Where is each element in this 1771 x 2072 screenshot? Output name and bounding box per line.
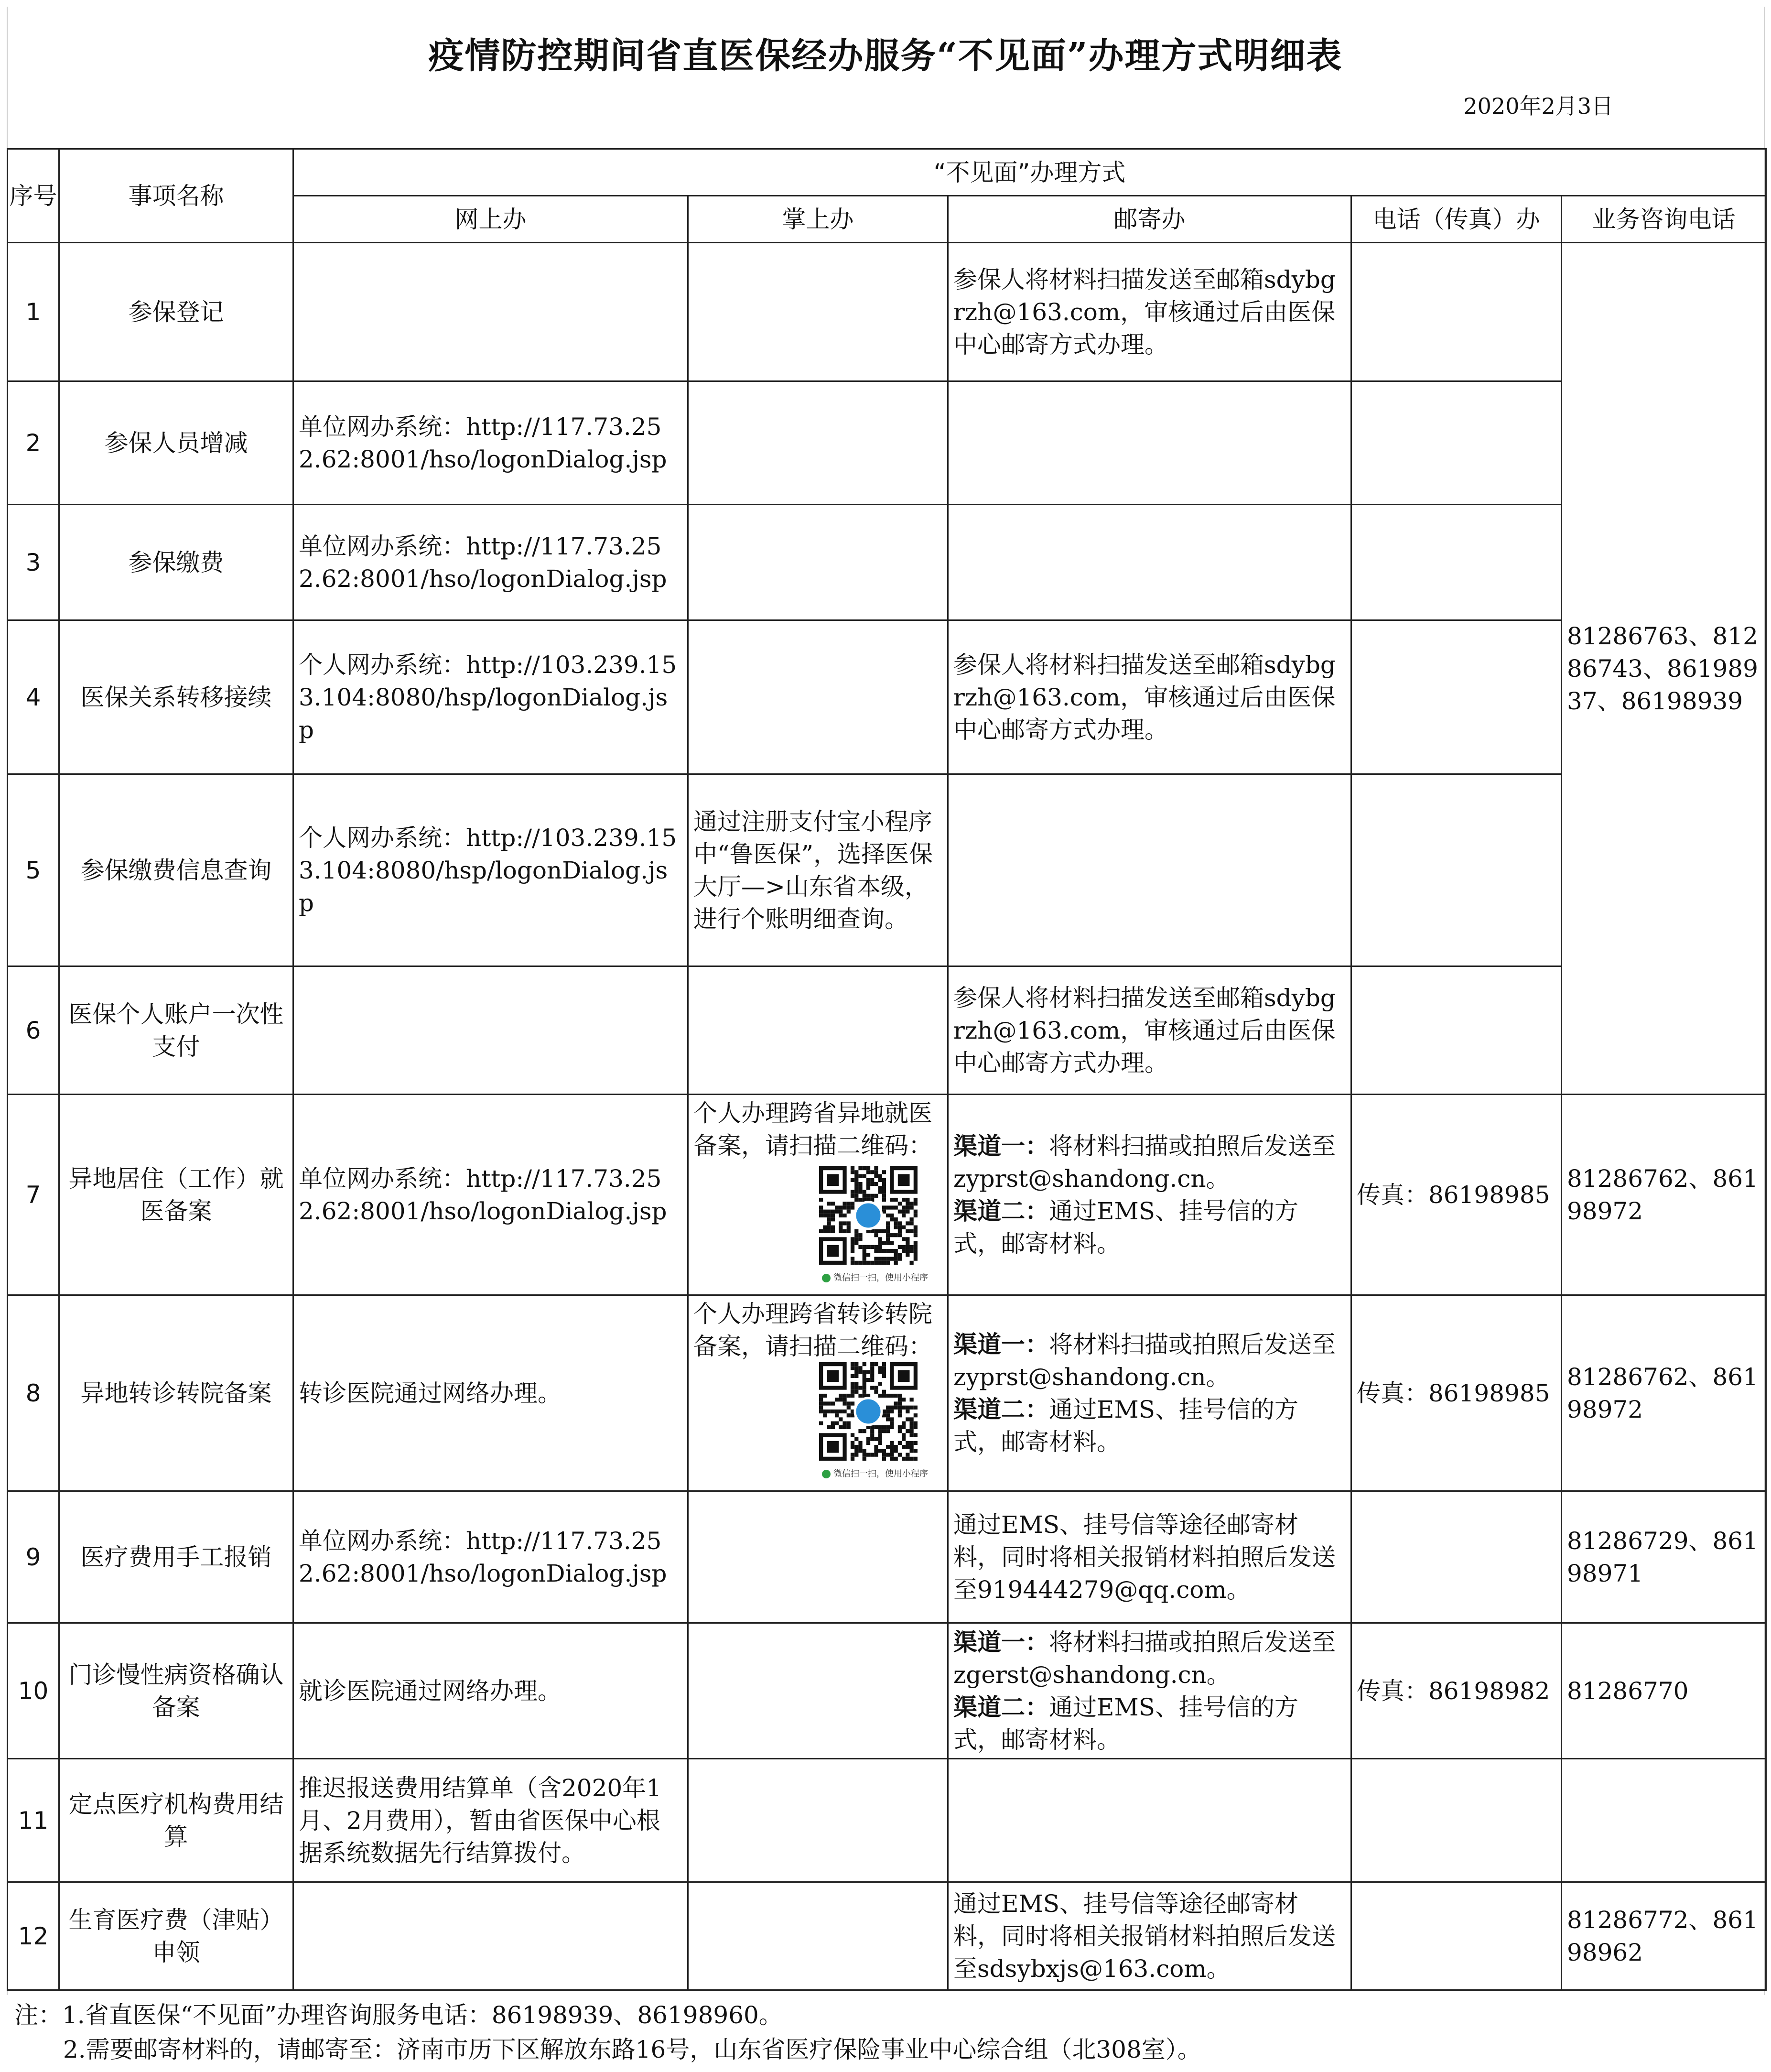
fax-cell: 传真：86198982 [1351, 1623, 1562, 1759]
channel-one-label: 渠道一： [953, 1131, 1049, 1160]
channel-one-label: 渠道一： [953, 1330, 1049, 1358]
consult-cell [1562, 1759, 1766, 1882]
row-number: 10 [8, 1623, 59, 1759]
note-1: 注：1.省直医保“不见面”办理咨询服务电话：86198939、86198960。 [14, 2001, 783, 2029]
channel-two-label: 渠道二： [953, 1692, 1049, 1721]
page-title: 疫情防控期间省直医保经办服务“不见面”办理方式明细表 [428, 35, 1343, 76]
channel-one-label: 渠道一： [953, 1627, 1049, 1656]
header-mobile: 掌上办 [688, 196, 948, 243]
service-table [7, 148, 1767, 1991]
fax-cell [1351, 1491, 1562, 1623]
fax-cell [1351, 1882, 1562, 1990]
consult-cell-merged: 81286763、81286743、86198937、86198939 [1562, 243, 1766, 1095]
mobile-cell [688, 1882, 948, 1990]
item-name: 门诊慢性病资格确认备案 [59, 1623, 293, 1759]
fax-cell [1351, 620, 1562, 774]
row-number: 1 [8, 243, 59, 381]
row-number: 8 [8, 1295, 59, 1491]
header-row-1 [8, 149, 1766, 196]
channel-two-label: 渠道二： [953, 1196, 1049, 1225]
channel-one-text: 将材料扫描或拍照后发送至zgerst@shandong.cn。 [953, 1628, 1336, 1689]
mobile-cell [688, 505, 948, 620]
item-name: 定点医疗机构费用结算 [59, 1759, 293, 1882]
qr-code-icon[interactable] [819, 1362, 918, 1461]
consult-cell: 81286729、86198971 [1562, 1491, 1766, 1623]
row-number: 2 [8, 381, 59, 505]
fax-cell [1351, 505, 1562, 620]
online-cell: 转诊医院通过网络办理。 [293, 1295, 688, 1491]
fax-cell [1351, 381, 1562, 505]
item-name: 参保人员增减 [59, 381, 293, 505]
fax-cell [1351, 966, 1562, 1095]
mail-cell: 通过EMS、挂号信等途径邮寄材料，同时将相关报销材料拍照后发送至sdsybxjs@163.com。 [948, 1882, 1351, 1990]
mail-cell: 参保人将材料扫描发送至邮箱sdybgrzh@163.com，审核通过后由医保中心邮寄方式办理。 [948, 620, 1351, 774]
mail-cell [948, 1295, 1351, 1491]
consult-cell: 81286770 [1562, 1623, 1766, 1759]
row-number: 9 [8, 1491, 59, 1623]
item-name: 参保登记 [59, 243, 293, 381]
table-row [8, 505, 1766, 620]
item-name: 生育医疗费（津贴）申领 [59, 1882, 293, 1990]
mobile-text: 个人办理跨省转诊转院备案，请扫描二维码： [693, 1300, 932, 1360]
table-row [8, 1295, 1766, 1491]
note-2: 2.需要邮寄材料的，请邮寄至：济南市历下区解放东路16号，山东省医疗保险事业中心综合组（北308室）。 [63, 2036, 1201, 2063]
table-row [8, 966, 1766, 1095]
header-group: “不见面”办理方式 [293, 149, 1766, 196]
item-name: 医疗费用手工报销 [59, 1491, 293, 1623]
row-number: 11 [8, 1759, 59, 1882]
online-cell [293, 243, 688, 381]
mail-cell [948, 505, 1351, 620]
online-cell: 单位网办系统：http://117.73.252.62:8001/hso/logonDialog.jsp [293, 1491, 688, 1623]
item-name: 医保关系转移接续 [59, 620, 293, 774]
qr-caption: 微信扫一扫，使用小程序 [822, 1272, 928, 1284]
channel-one-text: 将材料扫描或拍照后发送至zyprst@shandong.cn。 [953, 1132, 1336, 1193]
online-cell: 推迟报送费用结算单（含2020年1月、2月费用），暂由省医保中心根据系统数据先行结算拨付。 [293, 1759, 688, 1882]
item-name: 异地转诊转院备案 [59, 1295, 293, 1491]
online-cell [293, 966, 688, 1095]
table-row [8, 1882, 1766, 1990]
mail-cell [948, 1759, 1351, 1882]
row-number: 3 [8, 505, 59, 620]
row-number: 7 [8, 1095, 59, 1295]
online-cell [293, 1882, 688, 1990]
mobile-cell [688, 1491, 948, 1623]
mobile-cell [688, 1759, 948, 1882]
table-row [8, 1491, 1766, 1623]
online-cell: 单位网办系统：http://117.73.252.62:8001/hso/logonDialog.jsp [293, 1095, 688, 1295]
row-number: 12 [8, 1882, 59, 1990]
online-cell: 就诊医院通过网络办理。 [293, 1623, 688, 1759]
table-row [8, 1759, 1766, 1882]
item-name: 参保缴费信息查询 [59, 774, 293, 966]
mobile-cell [688, 1295, 948, 1491]
consult-cell: 81286762、86198972 [1562, 1295, 1766, 1491]
mail-cell: 参保人将材料扫描发送至邮箱sdybgrzh@163.com，审核通过后由医保中心邮寄方式办理。 [948, 243, 1351, 381]
consult-cell: 81286762、86198972 [1562, 1095, 1766, 1295]
header-seq: 序号 [8, 149, 59, 243]
item-name: 参保缴费 [59, 505, 293, 620]
header-item: 事项名称 [59, 149, 293, 243]
row-number: 5 [8, 774, 59, 966]
mobile-cell [688, 243, 948, 381]
header-phone-fax: 电话（传真）办 [1351, 196, 1562, 243]
row-number: 6 [8, 966, 59, 1095]
channel-two-text: 通过EMS、挂号信的方式，邮寄材料。 [953, 1197, 1298, 1258]
channel-two-label: 渠道二： [953, 1395, 1049, 1423]
mail-cell [948, 774, 1351, 966]
channel-one-text: 将材料扫描或拍照后发送至zyprst@shandong.cn。 [953, 1330, 1336, 1391]
qr-code-icon[interactable] [819, 1166, 918, 1265]
fax-cell [1351, 774, 1562, 966]
fax-cell [1351, 1759, 1562, 1882]
header-online: 网上办 [293, 196, 688, 243]
consult-cell: 81286772、86198962 [1562, 1882, 1766, 1990]
fax-cell [1351, 243, 1562, 381]
online-cell: 个人网办系统：http://103.239.153.104:8080/hsp/logonDialog.jsp [293, 774, 688, 966]
table-row [8, 1095, 1766, 1295]
channel-two-text: 通过EMS、挂号信的方式，邮寄材料。 [953, 1693, 1298, 1754]
mobile-text: 个人办理跨省异地就医备案，请扫描二维码： [693, 1099, 932, 1160]
mail-cell: 参保人将材料扫描发送至邮箱sdybgrzh@163.com，审核通过后由医保中心邮寄方式办理。 [948, 966, 1351, 1095]
mail-cell [948, 1095, 1351, 1295]
header-consult: 业务咨询电话 [1562, 196, 1766, 243]
table-row [8, 774, 1766, 966]
mail-cell [948, 1623, 1351, 1759]
table-row [8, 620, 1766, 774]
header-mail: 邮寄办 [948, 196, 1351, 243]
table-row [8, 381, 1766, 505]
mail-cell: 通过EMS、挂号信等途径邮寄材料，同时将相关报销材料拍照后发送至919444279@qq.com。 [948, 1491, 1351, 1623]
fax-cell: 传真：86198985 [1351, 1295, 1562, 1491]
qr-caption: 微信扫一扫，使用小程序 [822, 1468, 928, 1480]
mobile-cell [688, 966, 948, 1095]
document-date: 2020年2月3日 [1463, 93, 1613, 119]
channel-two-text: 通过EMS、挂号信的方式，邮寄材料。 [953, 1395, 1298, 1456]
fax-cell: 传真：86198985 [1351, 1095, 1562, 1295]
table-row [8, 243, 1766, 381]
item-name: 医保个人账户一次性支付 [59, 966, 293, 1095]
online-cell: 单位网办系统：http://117.73.252.62:8001/hso/logonDialog.jsp [293, 505, 688, 620]
mail-cell [948, 381, 1351, 505]
mobile-cell [688, 1623, 948, 1759]
mobile-cell [688, 620, 948, 774]
mobile-cell: 通过注册支付宝小程序中“鲁医保”，选择医保大厅—>山东省本级，进行个账明细查询。 [688, 774, 948, 966]
mobile-cell [688, 1095, 948, 1295]
mobile-cell [688, 381, 948, 505]
footnotes [14, 1998, 1201, 2067]
item-name: 异地居住（工作）就医备案 [59, 1095, 293, 1295]
row-number: 4 [8, 620, 59, 774]
online-cell: 单位网办系统：http://117.73.252.62:8001/hso/logonDialog.jsp [293, 381, 688, 505]
table-row [8, 1623, 1766, 1759]
online-cell: 个人网办系统：http://103.239.153.104:8080/hsp/logonDialog.jsp [293, 620, 688, 774]
